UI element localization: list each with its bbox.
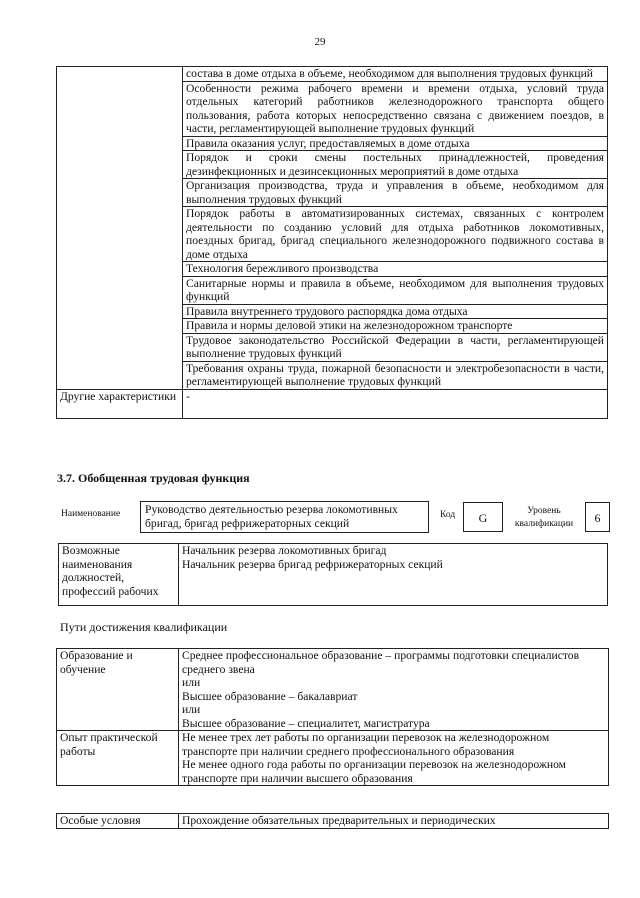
education-line: Высшее образование – бакалавриат xyxy=(182,689,358,703)
qualification-level-value: 6 xyxy=(585,502,610,532)
experience-label: Опыт практической работы xyxy=(57,731,179,786)
experience-line: Не менее одного года работы по организации перевозок на железнодорожном транспорте при наличии высшего образования xyxy=(182,758,566,785)
job-title-line: Начальник резерва локомотивных бригад xyxy=(182,544,387,557)
education-line: Высшее образование – специалитет, магистратура xyxy=(182,716,430,730)
naming-value: Руководство деятельностью резерва локомотивных бригад, бригад рефрижераторных секций xyxy=(140,501,429,533)
education-values xyxy=(179,649,609,731)
job-title-line: Начальник резерва бригад рефрижераторных секций xyxy=(182,557,443,571)
qualification-paths-heading: Пути достижения квалификации xyxy=(60,620,228,634)
table-row: Санитарные нормы и правила в объеме, необходимом для выполнения трудовых функций xyxy=(183,276,608,304)
table-row: Трудовое законодательство Российской Федерации в части, регламентирующей выполнение трудовых функций xyxy=(183,333,608,361)
table-row: Особенности режима рабочего времени и времени отдыха, условий труда отдельных категорий работников железнодорожного транспорта общего пользования, работа которых непосредственно связана с движением поездов, в части, регламентирующей выполнение трудовых функций xyxy=(183,81,608,136)
naming-label: Наименование xyxy=(61,509,121,519)
section-heading: 3.7. Обобщенная трудовая функция xyxy=(57,471,250,485)
table-row: Правила и нормы деловой этики на железнодорожном транспорте xyxy=(183,319,608,334)
other-characteristics-value: - xyxy=(183,389,608,418)
table-row: Правила оказания услуг, предоставляемых в доме отдыха xyxy=(183,136,608,151)
table-label-cell xyxy=(57,67,183,390)
table-row: Технология бережливого производства xyxy=(183,262,608,277)
other-characteristics-label: Другие характеристики xyxy=(57,389,183,418)
table-row: состава в доме отдыха в объеме, необходимом для выполнения трудовых функций xyxy=(183,67,608,82)
qualification-paths-table xyxy=(56,648,609,786)
job-titles-table xyxy=(58,543,608,606)
education-line: Среднее профессиональное образование – программы подготовки специалистов среднего звена xyxy=(182,649,580,676)
table-row: Требования охраны труда, пожарной безопасности и электробезопасности в части, регламентирующей выполнение трудовых функций xyxy=(183,361,608,389)
code-value: G xyxy=(463,502,503,532)
education-line: или xyxy=(182,703,201,716)
page-number: 29 xyxy=(314,36,326,48)
experience-line: Не менее трех лет работы по организации перевозок на железнодорожном транспорте при наличии среднего профессионального образования xyxy=(182,731,550,758)
experience-values xyxy=(179,731,609,786)
education-label: Образование и обучение xyxy=(57,649,179,731)
special-conditions-label: Особые условия xyxy=(57,814,179,829)
code-label: Код xyxy=(440,510,456,520)
knowledge-table xyxy=(56,66,608,419)
table-row: Порядок и сроки смены постельных принадлежностей, проведения дезинфекционных и дезинсекционных мероприятий в доме отдыха xyxy=(183,151,608,179)
table-row: Организация производства, труда и управления в объеме, необходимом для выполнения трудовых функций xyxy=(183,179,608,207)
qualification-level-label: Уровень квалификации xyxy=(514,506,574,529)
special-conditions-value: Прохождение обязательных предварительных и периодических xyxy=(179,814,609,829)
job-titles-values xyxy=(179,544,608,606)
table-row: Порядок работы в автоматизированных системах, связанных с контролем деятельности по созданию условий для отдыха работников локомотивных, поездных бригад, бригад специального железнодорожного подвижного состава в доме отдыха xyxy=(183,207,608,262)
job-titles-label: Возможные наименования должностей, профессий рабочих xyxy=(59,544,179,606)
education-line: или xyxy=(182,676,201,689)
special-conditions-table xyxy=(56,813,609,829)
table-row: Правила внутреннего трудового распорядка дома отдыха xyxy=(183,304,608,319)
